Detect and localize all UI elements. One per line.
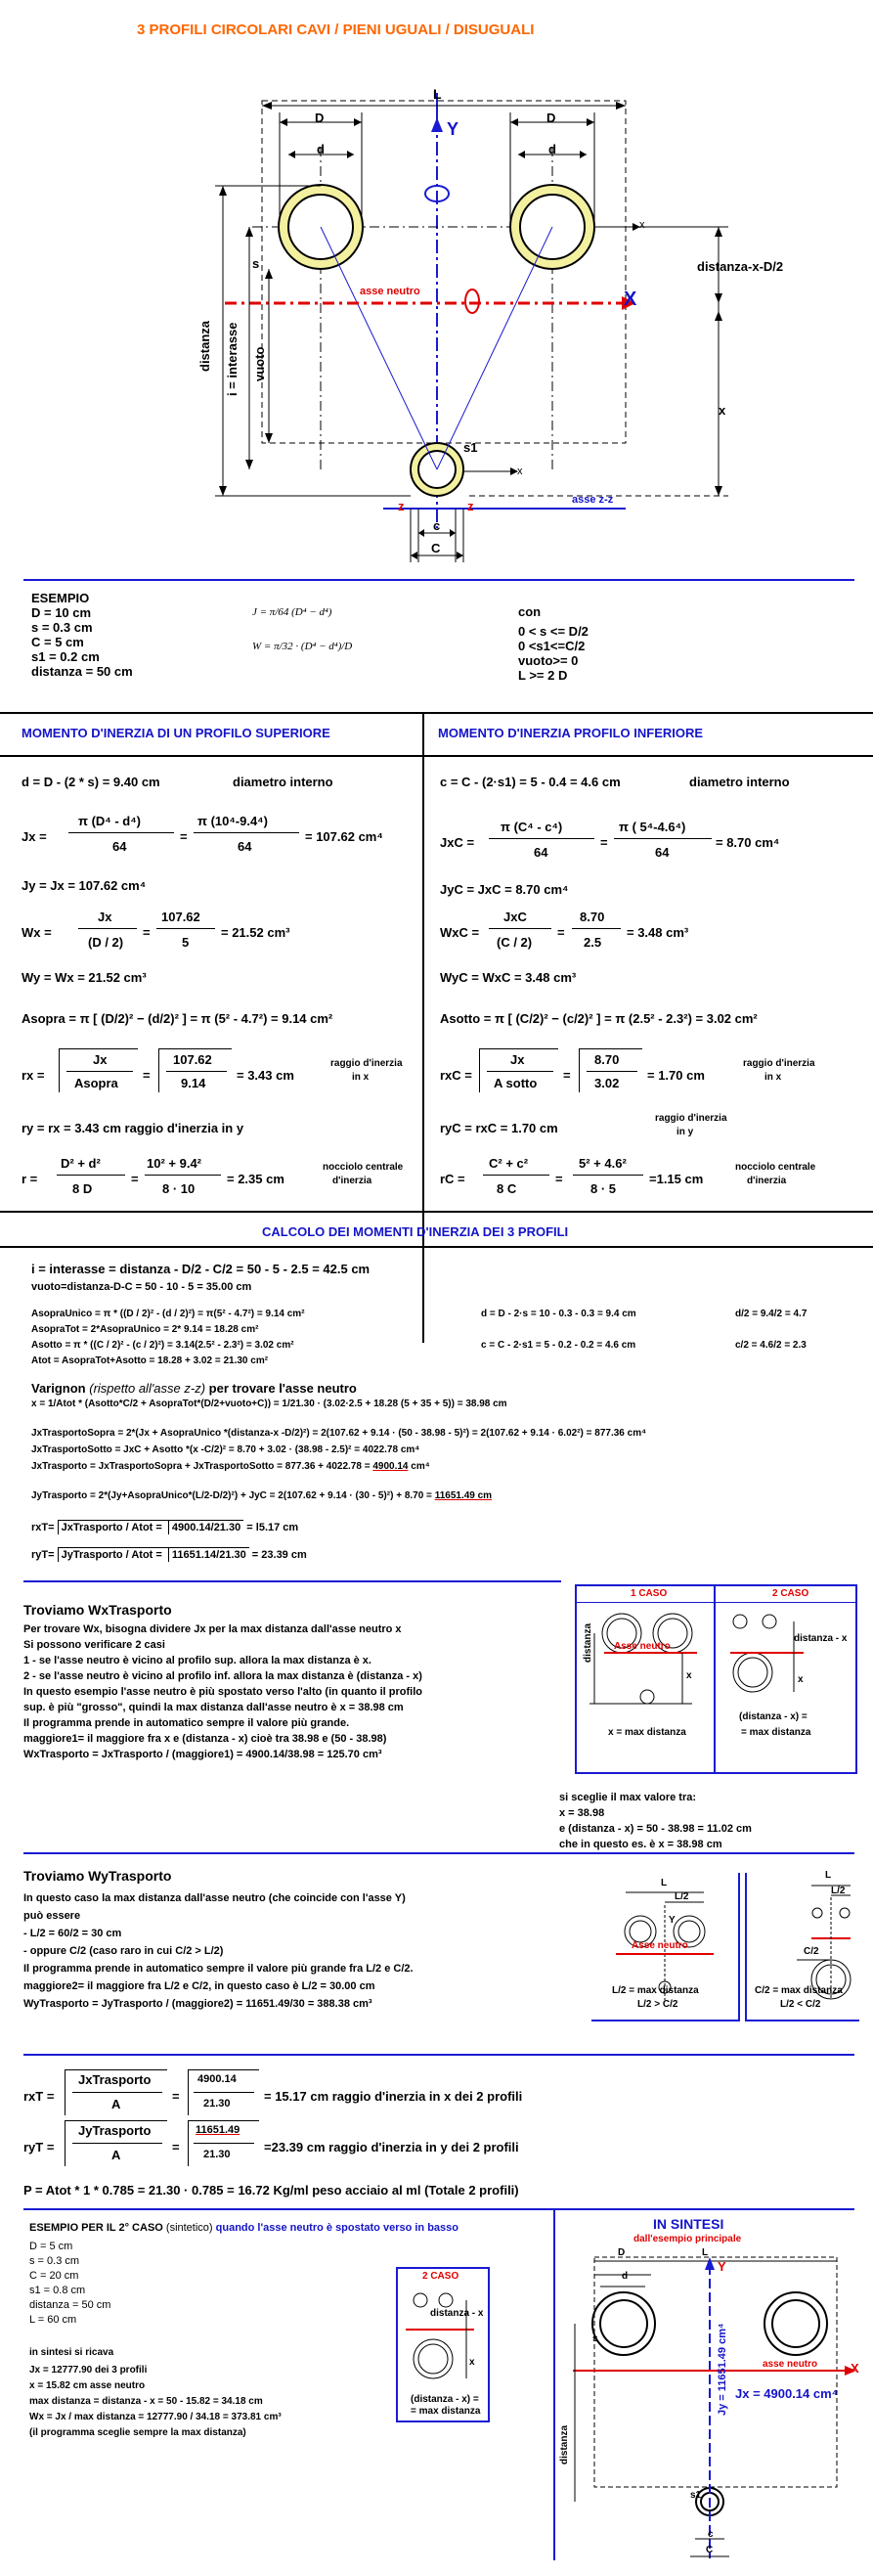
sup-jx-num2: π (10⁴-9.4⁴) xyxy=(197,814,268,828)
fraction-bar xyxy=(166,1071,227,1072)
es2-values: D = 5 cm s = 0.3 cm C = 20 cm s1 = 0.8 cm distanza = 50 cm L = 60 cm xyxy=(29,2241,111,2326)
sup-r-note1: nocciolo centrale xyxy=(323,1162,404,1173)
inf-rc-note1: nocciolo centrale xyxy=(735,1162,816,1173)
divider xyxy=(575,1602,855,1603)
c2-dx: distanza - x xyxy=(794,1633,848,1644)
calc-header: CALCOLO DEI MOMENTI D'INERZIA DEI 3 PROFILI xyxy=(262,1224,569,1239)
fraction-bar xyxy=(489,838,594,839)
inf-rc-num1: C² + c² xyxy=(489,1156,529,1171)
sup-jx-left: Jx = xyxy=(22,829,47,844)
inf-rc-note2: d'inerzia xyxy=(747,1176,787,1186)
sup-rx-left: rx = xyxy=(22,1068,45,1083)
wx-title: Troviamo WxTrasporto xyxy=(23,1602,172,1618)
calc-atot: Atot = AsopraTot+Asotto = 18.28 + 3.02 = 21.30 cm² xyxy=(31,1355,269,1366)
eq: = xyxy=(131,1172,139,1186)
rxt-res: = 15.17 cm raggio d'inerzia in x dei 2 profili xyxy=(264,2089,523,2104)
fraction-bar xyxy=(57,1175,125,1176)
fraction-bar xyxy=(194,2092,254,2093)
wy-d1-asse: Asse neutro xyxy=(632,1940,688,1951)
inf-rc-den2: 8 · 5 xyxy=(590,1181,617,1196)
sup-d-line: d = D - (2 * s) = 9.40 cm xyxy=(22,775,160,789)
es2-eq2: = max distanza xyxy=(411,2406,481,2417)
sintesi-d: d xyxy=(622,2271,629,2282)
c2-x: x xyxy=(798,1674,804,1685)
sup-header: MOMENTO D'INERZIA DI UN PROFILO SUPERIORE xyxy=(22,726,330,740)
calc-dline: d = D - 2·s = 10 - 0.3 - 0.3 = 9.4 cm xyxy=(481,1309,636,1319)
label-z-left: z xyxy=(398,499,405,513)
es2-eq1: (distanza - x) = xyxy=(411,2394,479,2405)
sintesi-s: s xyxy=(592,2333,598,2344)
label-d-right: d xyxy=(548,142,556,156)
divider xyxy=(23,2208,854,2210)
inf-rxc-note1: raggio d'inerzia xyxy=(743,1058,815,1069)
inf-rxc-res: = 1.70 cm xyxy=(647,1068,705,1083)
sintesi-D: D xyxy=(618,2247,626,2258)
sup-r-num1: D² + d² xyxy=(61,1156,101,1171)
calc-jx-sotto: JxTrasportoSotto = JxC + Asotto *(x -C/2)² = 8.70 + 3.02 · (38.98 - 2.5)² = 4022.78 cm⁴ xyxy=(31,1444,420,1455)
wy-text: In questo caso la max distanza dall'asse neutro (che coincide con l'asse Y) può essere - L/2 = 60/2 = 30 cm - oppure C/2 (caso raro in cui C/2 > L/2) Il programma prende in automatico sempre il valore più grande fra L/2 e C/2. maggiore2= il maggiore fra L/2 e C/2, in questo caso è L/2 = 30.00 cm WyTrasporto = JyTrasporto / (maggiore2) = 11651.49/30 = 388.38 cm³ xyxy=(23,1892,414,2010)
inf-wyc: WyC = WxC = 3.48 cm³ xyxy=(440,970,577,985)
wy-d2-cap2: L/2 < C/2 xyxy=(780,1999,821,2010)
label-D-left: D xyxy=(315,111,325,125)
calc-ryt: ryT= JyTrasporto / Atot = 11651.14/21.30 = 23.39 cm xyxy=(31,1549,307,1561)
inf-jxc-num2: π ( 5⁴-4.6⁴) xyxy=(619,820,686,834)
calc-d2: d/2 = 9.4/2 = 4.7 xyxy=(735,1309,808,1319)
sintesi-jy: Jy = 11651.49 cm⁴ xyxy=(717,2323,728,2416)
inf-rc-den1: 8 C xyxy=(497,1181,517,1196)
inf-rxc-left: rxC = xyxy=(440,1068,472,1083)
wy-d2-C2: C/2 xyxy=(804,1946,819,1957)
rxt-den2: 21.30 xyxy=(203,2098,231,2110)
rxt-den: A xyxy=(111,2097,121,2111)
sup-asopra: Asopra = π [ (D/2)² − (d/2)² ] = π (5² - 4.7²) = 9.14 cm² xyxy=(22,1011,333,1026)
calc-varignon-line: Varignon (rispetto all'asse z-z) per trovare l'asse neutro xyxy=(31,1381,357,1396)
sup-rx-res: = 3.43 cm xyxy=(237,1068,294,1083)
ryt-left: ryT = xyxy=(23,2140,55,2154)
sup-jx-num1: π (D⁴ - d⁴) xyxy=(78,814,141,828)
inf-wxc-num2: 8.70 xyxy=(580,910,605,924)
c1-x: x xyxy=(686,1670,692,1681)
label-L: L xyxy=(433,86,442,102)
inf-wxc-left: WxC = xyxy=(440,925,480,940)
rxt-num: JxTrasporto xyxy=(78,2072,152,2087)
label-distanza-vert: distanza xyxy=(197,320,212,372)
fraction-bar xyxy=(573,1175,643,1176)
eq: = xyxy=(172,2089,180,2104)
sintesi-asse: asse neutro xyxy=(763,2359,818,2370)
label-x-big: x xyxy=(719,403,726,418)
ryt-res: =23.39 cm raggio d'inerzia in y dei 2 profili xyxy=(264,2140,519,2154)
divider xyxy=(23,2054,854,2056)
label-z-right: z xyxy=(467,499,474,513)
fraction-bar xyxy=(587,1071,637,1072)
sup-r-res: = 2.35 cm xyxy=(227,1172,284,1186)
conditions: 0 < s <= D/2 0 <s1<=C/2 vuoto>= 0 L >= 2 D xyxy=(518,624,589,683)
es2-caso-diagram xyxy=(398,2285,486,2412)
scelta-text: si sceglie il max valore tra: x = 38.98 e (distanza - x) = 50 - 38.98 = 11.02 cm che in questo es. è x = 38.98 cm xyxy=(559,1792,752,1850)
sup-rx-in1: Jx xyxy=(93,1052,108,1067)
sup-rx-den2: 9.14 xyxy=(181,1076,206,1090)
calc-aunico: AsopraUnico = π * ((D / 2)² - (d / 2)²) = π(5² - 4.7²) = 9.14 cm² xyxy=(31,1309,305,1319)
c2-eq2: = max distanza xyxy=(741,1727,811,1738)
wy-d1-cap1: L/2 = max distanza xyxy=(612,1985,699,1996)
label-C: C xyxy=(431,541,441,555)
divider xyxy=(23,1580,561,1582)
inf-wxc-num1: JxC xyxy=(503,910,527,924)
fraction-bar xyxy=(66,1071,133,1072)
sintesi-L: L xyxy=(702,2247,709,2258)
sintesi-diagram xyxy=(553,2245,866,2568)
ryt-den: A xyxy=(111,2148,121,2162)
eq: = xyxy=(180,829,188,844)
fraction-bar xyxy=(487,1071,553,1072)
sup-wx-den1: (D / 2) xyxy=(88,935,124,950)
inf-jxc-left: JxC = xyxy=(440,835,475,850)
peso-line: P = Atot * 1 * 0.785 = 21.30 · 0.785 = 16.72 Kg/ml peso acciaio al ml (Totale 2 profili) xyxy=(23,2183,519,2198)
fraction-bar xyxy=(194,2143,254,2144)
sup-rx-in2: 107.62 xyxy=(173,1052,212,1067)
c1-max: x = max distanza xyxy=(608,1727,686,1738)
label-asse-zz: asse z-z xyxy=(572,494,614,506)
ryt-num: JyTrasporto xyxy=(78,2123,152,2138)
fraction-bar xyxy=(614,838,712,839)
sup-r-den2: 8 · 10 xyxy=(162,1181,196,1196)
sintesi-title: IN SINTESI xyxy=(653,2216,724,2232)
es2-results: Jx = 12777.90 dei 3 profili x = 15.82 cm asse neutro max distanza = distanza - x = 50 - 15.82 = 34.18 cm Wx = Jx / max distanza = 12777.90 / 34.18 = 373.81 cm³ (il programma sceglie sempre la max distanza) xyxy=(29,2365,282,2438)
calc-jy-tot: JyTrasporto = 2*(Jy+AsopraUnico*(L/2-D/2)²) + JyC = 2(107.62 + 9.14 · (30 - 5)²) + 8.70 = 11651.49 cm xyxy=(31,1490,493,1501)
sintesi-s1: s1 xyxy=(690,2490,702,2501)
wy-d1-L2: L/2 xyxy=(675,1891,689,1902)
c2-eq1: (distanza - x) = xyxy=(739,1711,808,1722)
con-label: con xyxy=(518,604,542,619)
fraction-bar xyxy=(72,2143,162,2144)
inf-jyc: JyC = JxC = 8.70 cm⁴ xyxy=(440,882,569,897)
sup-jx-den2: 64 xyxy=(238,839,252,854)
sup-r-left: r = xyxy=(22,1172,38,1186)
inf-c-note: diametro interno xyxy=(689,775,790,789)
calc-jx-sopra: JxTrasportoSopra = 2*(Jx + AsopraUnico *(distanza-x -D/2)²) = 2(107.62 + 9.14 · (50 - 38.98 - 5)²) = 2(107.62 + 9.14 · 6.02²) = 877.36 cm⁴ xyxy=(31,1428,647,1439)
wy-d1-L: L xyxy=(661,1878,668,1888)
example-heading: ESEMPIO xyxy=(31,591,90,605)
c1-distanza: distanza xyxy=(583,1622,593,1663)
main-diagram xyxy=(0,0,873,548)
inf-rxc-in2: 8.70 xyxy=(594,1052,620,1067)
eq: = xyxy=(172,2140,180,2154)
fraction-bar xyxy=(483,1175,549,1176)
wy-d2-L: L xyxy=(825,1870,832,1881)
label-c: c xyxy=(433,518,441,533)
inf-rxc-den2: 3.02 xyxy=(594,1076,620,1090)
sup-wx-left: Wx = xyxy=(22,925,52,940)
es2-ricava: in sintesi si ricava xyxy=(29,2347,114,2358)
label-x-bottom: x xyxy=(517,466,523,477)
page-title: 3 PROFILI CIRCOLARI CAVI / PIENI UGUALI / DISUGUALI xyxy=(137,22,535,38)
sintesi-jx: Jx = 4900.14 cm⁴ xyxy=(735,2386,839,2401)
calc-jx-tot: JxTrasporto = JxTrasportoSopra + JxTrasportoSotto = 877.36 + 4022.78 = 4900.14 cm⁴ xyxy=(31,1461,430,1472)
caso1-label: 1 CASO xyxy=(631,1588,668,1599)
eq: = xyxy=(555,1172,563,1186)
divider xyxy=(0,755,873,757)
fraction-bar xyxy=(489,928,551,929)
calc-interasse: i = interasse = distanza - D/2 - C/2 = 50 - 5 - 2.5 = 42.5 cm xyxy=(31,1262,371,1276)
eq: = xyxy=(563,1068,571,1083)
fraction-bar xyxy=(68,832,174,833)
sup-wx-num2: 107.62 xyxy=(161,910,200,924)
divider xyxy=(23,1852,854,1854)
calc-c2: c/2 = 4.6/2 = 2.3 xyxy=(735,1340,807,1351)
inf-jxc-res: = 8.70 cm⁴ xyxy=(716,835,780,850)
divider xyxy=(0,1211,873,1213)
calc-cline: c = C - 2·s1 = 5 - 0.2 - 0.2 = 4.6 cm xyxy=(481,1340,636,1351)
c1-asse: Asse neutro xyxy=(614,1641,671,1652)
inf-c-line: c = C - (2·s1) = 5 - 0.4 = 4.6 cm xyxy=(440,775,621,789)
sup-rx-note2: in x xyxy=(352,1072,370,1083)
label-D-right: D xyxy=(546,111,556,125)
sup-d-note: diametro interno xyxy=(233,775,333,789)
caso1-diagram xyxy=(575,1604,712,1770)
sintesi-C: C xyxy=(706,2545,714,2555)
fraction-bar xyxy=(72,2092,162,2093)
inf-rxc-in1: Jx xyxy=(510,1052,525,1067)
eq: = xyxy=(557,925,565,940)
inf-ryc-note2: in y xyxy=(677,1127,694,1137)
label-s1: s1 xyxy=(463,440,478,455)
example-values: D = 10 cm s = 0.3 cm C = 5 cm s1 = 0.2 cm distanza = 50 cm xyxy=(31,605,133,679)
wy-d1-y: Y xyxy=(669,1915,676,1926)
es2-caso: 2 CASO xyxy=(422,2271,459,2282)
inf-rxc-den1: A sotto xyxy=(494,1076,538,1090)
divider xyxy=(0,712,873,714)
calc-vuoto: vuoto=distanza-D-C = 50 - 10 - 5 = 35.00 cm xyxy=(31,1281,252,1293)
ryt-num2: 11651.49 xyxy=(196,2124,240,2136)
sup-jy: Jy = Jx = 107.62 cm⁴ xyxy=(22,878,147,893)
sup-wx-res: = 21.52 cm³ xyxy=(221,925,290,940)
es2-dx: distanza - x xyxy=(430,2308,484,2319)
wy-d2-L2: L/2 xyxy=(831,1886,846,1896)
rxt-num2: 4900.14 xyxy=(197,2073,237,2085)
inf-asotto: Asotto = π [ (C/2)² − (c/2)² ] = π (2.5² - 2.3²) = 3.02 cm² xyxy=(440,1011,758,1026)
fraction-bar xyxy=(194,832,299,833)
sintesi-distanza: distanza xyxy=(559,2424,570,2465)
eq: = xyxy=(143,1068,151,1083)
wy-d1-cap2: L/2 > C/2 xyxy=(637,1999,678,2010)
sup-jx-res: = 107.62 cm⁴ xyxy=(305,829,383,844)
calc-atot-sopra: AsopraTot = 2*AsopraUnico = 2* 9.14 = 18.28 cm² xyxy=(31,1324,259,1335)
es2-title: ESEMPIO PER IL 2° CASO (sintetico) quando l'asse neutro è spostato verso in basso xyxy=(29,2222,458,2234)
sup-jx-den1: 64 xyxy=(112,839,127,854)
calc-x-line: x = 1/Atot * (Asotto*C/2 + AsopraTot*(D/2+vuoto+C)) = 1/21.30 · (3.02·2.5 + 18.28 (5 + 35 + 5)) = 38.98 cm xyxy=(31,1399,507,1409)
inf-wxc-res: = 3.48 cm³ xyxy=(627,925,689,940)
divider xyxy=(422,712,424,1343)
sintesi-X: X xyxy=(851,2361,859,2376)
sup-rx-note1: raggio d'inerzia xyxy=(330,1058,403,1069)
label-asse-neutro: asse neutro xyxy=(360,286,420,297)
es2-x: x xyxy=(469,2357,475,2368)
divider xyxy=(0,1246,873,1248)
wx-text: Per trovare Wx, bisogna dividere Jx per la max distanza dall'asse neutro x Si possono verificare 2 casi 1 - se l'asse neutro è vicino al profilo sup. allora la max distanza è x. 2 - se l'asse neutro è vicino al profilo inf. allora la max distanza è (distanza - x) In questo esempio l'asse neutro è più spostato verso l'alto (in quanto il profilo sup. è più "grosso", quindi la max distanza dall'asse neutro è x = 38.98 cm Il programma prende in automatico sempre il valore più grande. maggiore1= il maggiore fra x e (distanza - x) cioè tra 38.98 e (50 - 38.98) WxTrasporto = JxTrasporto / (maggiore1) = 4900.14/38.98 = 125.70 cm³ xyxy=(23,1623,423,1760)
sup-r-num2: 10² + 9.4² xyxy=(147,1156,202,1171)
sup-wy: Wy = Wx = 21.52 cm³ xyxy=(22,970,147,985)
eq: = xyxy=(143,925,151,940)
rxt-left: rxT = xyxy=(23,2089,55,2104)
formula-W: W = π/32 · (D⁴ − d⁴)/D xyxy=(252,641,353,652)
label-s: s xyxy=(252,256,260,271)
inf-jxc-den2: 64 xyxy=(655,845,670,860)
divider xyxy=(23,579,854,581)
label-X: X xyxy=(624,289,637,310)
sup-r-note2: d'inerzia xyxy=(332,1176,372,1186)
formula-J: J = π/64 (D⁴ − d⁴) xyxy=(252,606,332,618)
sup-wx-den2: 5 xyxy=(182,935,190,950)
label-distanza-x-d2: distanza-x-D/2 xyxy=(697,259,784,274)
wy-d2-cap1: C/2 = max distanza xyxy=(755,1985,843,1996)
inf-header: MOMENTO D'INERZIA PROFILO INFERIORE xyxy=(438,726,704,740)
sintesi-Y: Y xyxy=(718,2259,726,2274)
sup-wx-num1: Jx xyxy=(98,910,112,924)
inf-jxc-den1: 64 xyxy=(534,845,548,860)
label-x-small: x xyxy=(639,219,645,231)
sup-ry: ry = rx = 3.43 cm raggio d'inerzia in y xyxy=(22,1121,244,1135)
calc-rxt: rxT= JxTrasporto / Atot = 4900.14/21.30 = l5.17 cm xyxy=(31,1522,299,1533)
inf-rc-left: rC = xyxy=(440,1172,465,1186)
caso2-label: 2 CASO xyxy=(772,1588,809,1599)
fraction-bar xyxy=(145,1175,221,1176)
sintesi-subtitle: dall'esempio principale xyxy=(633,2234,742,2244)
fraction-bar xyxy=(572,928,621,929)
eq: = xyxy=(600,835,608,850)
caso2-diagram xyxy=(716,1604,852,1770)
inf-ryc: ryC = rxC = 1.70 cm xyxy=(440,1121,558,1135)
label-Y: Y xyxy=(447,119,459,139)
fraction-bar xyxy=(78,928,137,929)
fraction-bar xyxy=(156,928,215,929)
inf-wxc-den2: 2.5 xyxy=(584,935,602,950)
label-vuoto-vert: vuoto xyxy=(252,346,267,381)
wy-title: Troviamo WyTrasporto xyxy=(23,1868,172,1884)
inf-rc-num2: 5² + 4.6² xyxy=(579,1156,627,1171)
sintesi-c: c xyxy=(708,2529,714,2540)
inf-jxc-num1: π (C⁴ - c⁴) xyxy=(501,820,563,834)
calc-asotto: Asotto = π * ((C / 2)² - (c / 2)²) = 3.14(2.5² - 2.3²) = 3.02 cm² xyxy=(31,1340,294,1351)
inf-rc-res: =1.15 cm xyxy=(649,1172,704,1186)
inf-rxc-note2: in x xyxy=(764,1072,782,1083)
inf-wxc-den1: (C / 2) xyxy=(497,935,533,950)
sup-r-den1: 8 D xyxy=(72,1181,93,1196)
inf-ryc-note1: raggio d'inerzia xyxy=(655,1113,727,1124)
label-d-left: d xyxy=(317,142,325,156)
ryt-den2: 21.30 xyxy=(203,2149,231,2160)
sup-rx-den1: Asopra xyxy=(74,1076,118,1090)
label-interasse-vert: i = interasse xyxy=(225,322,240,396)
